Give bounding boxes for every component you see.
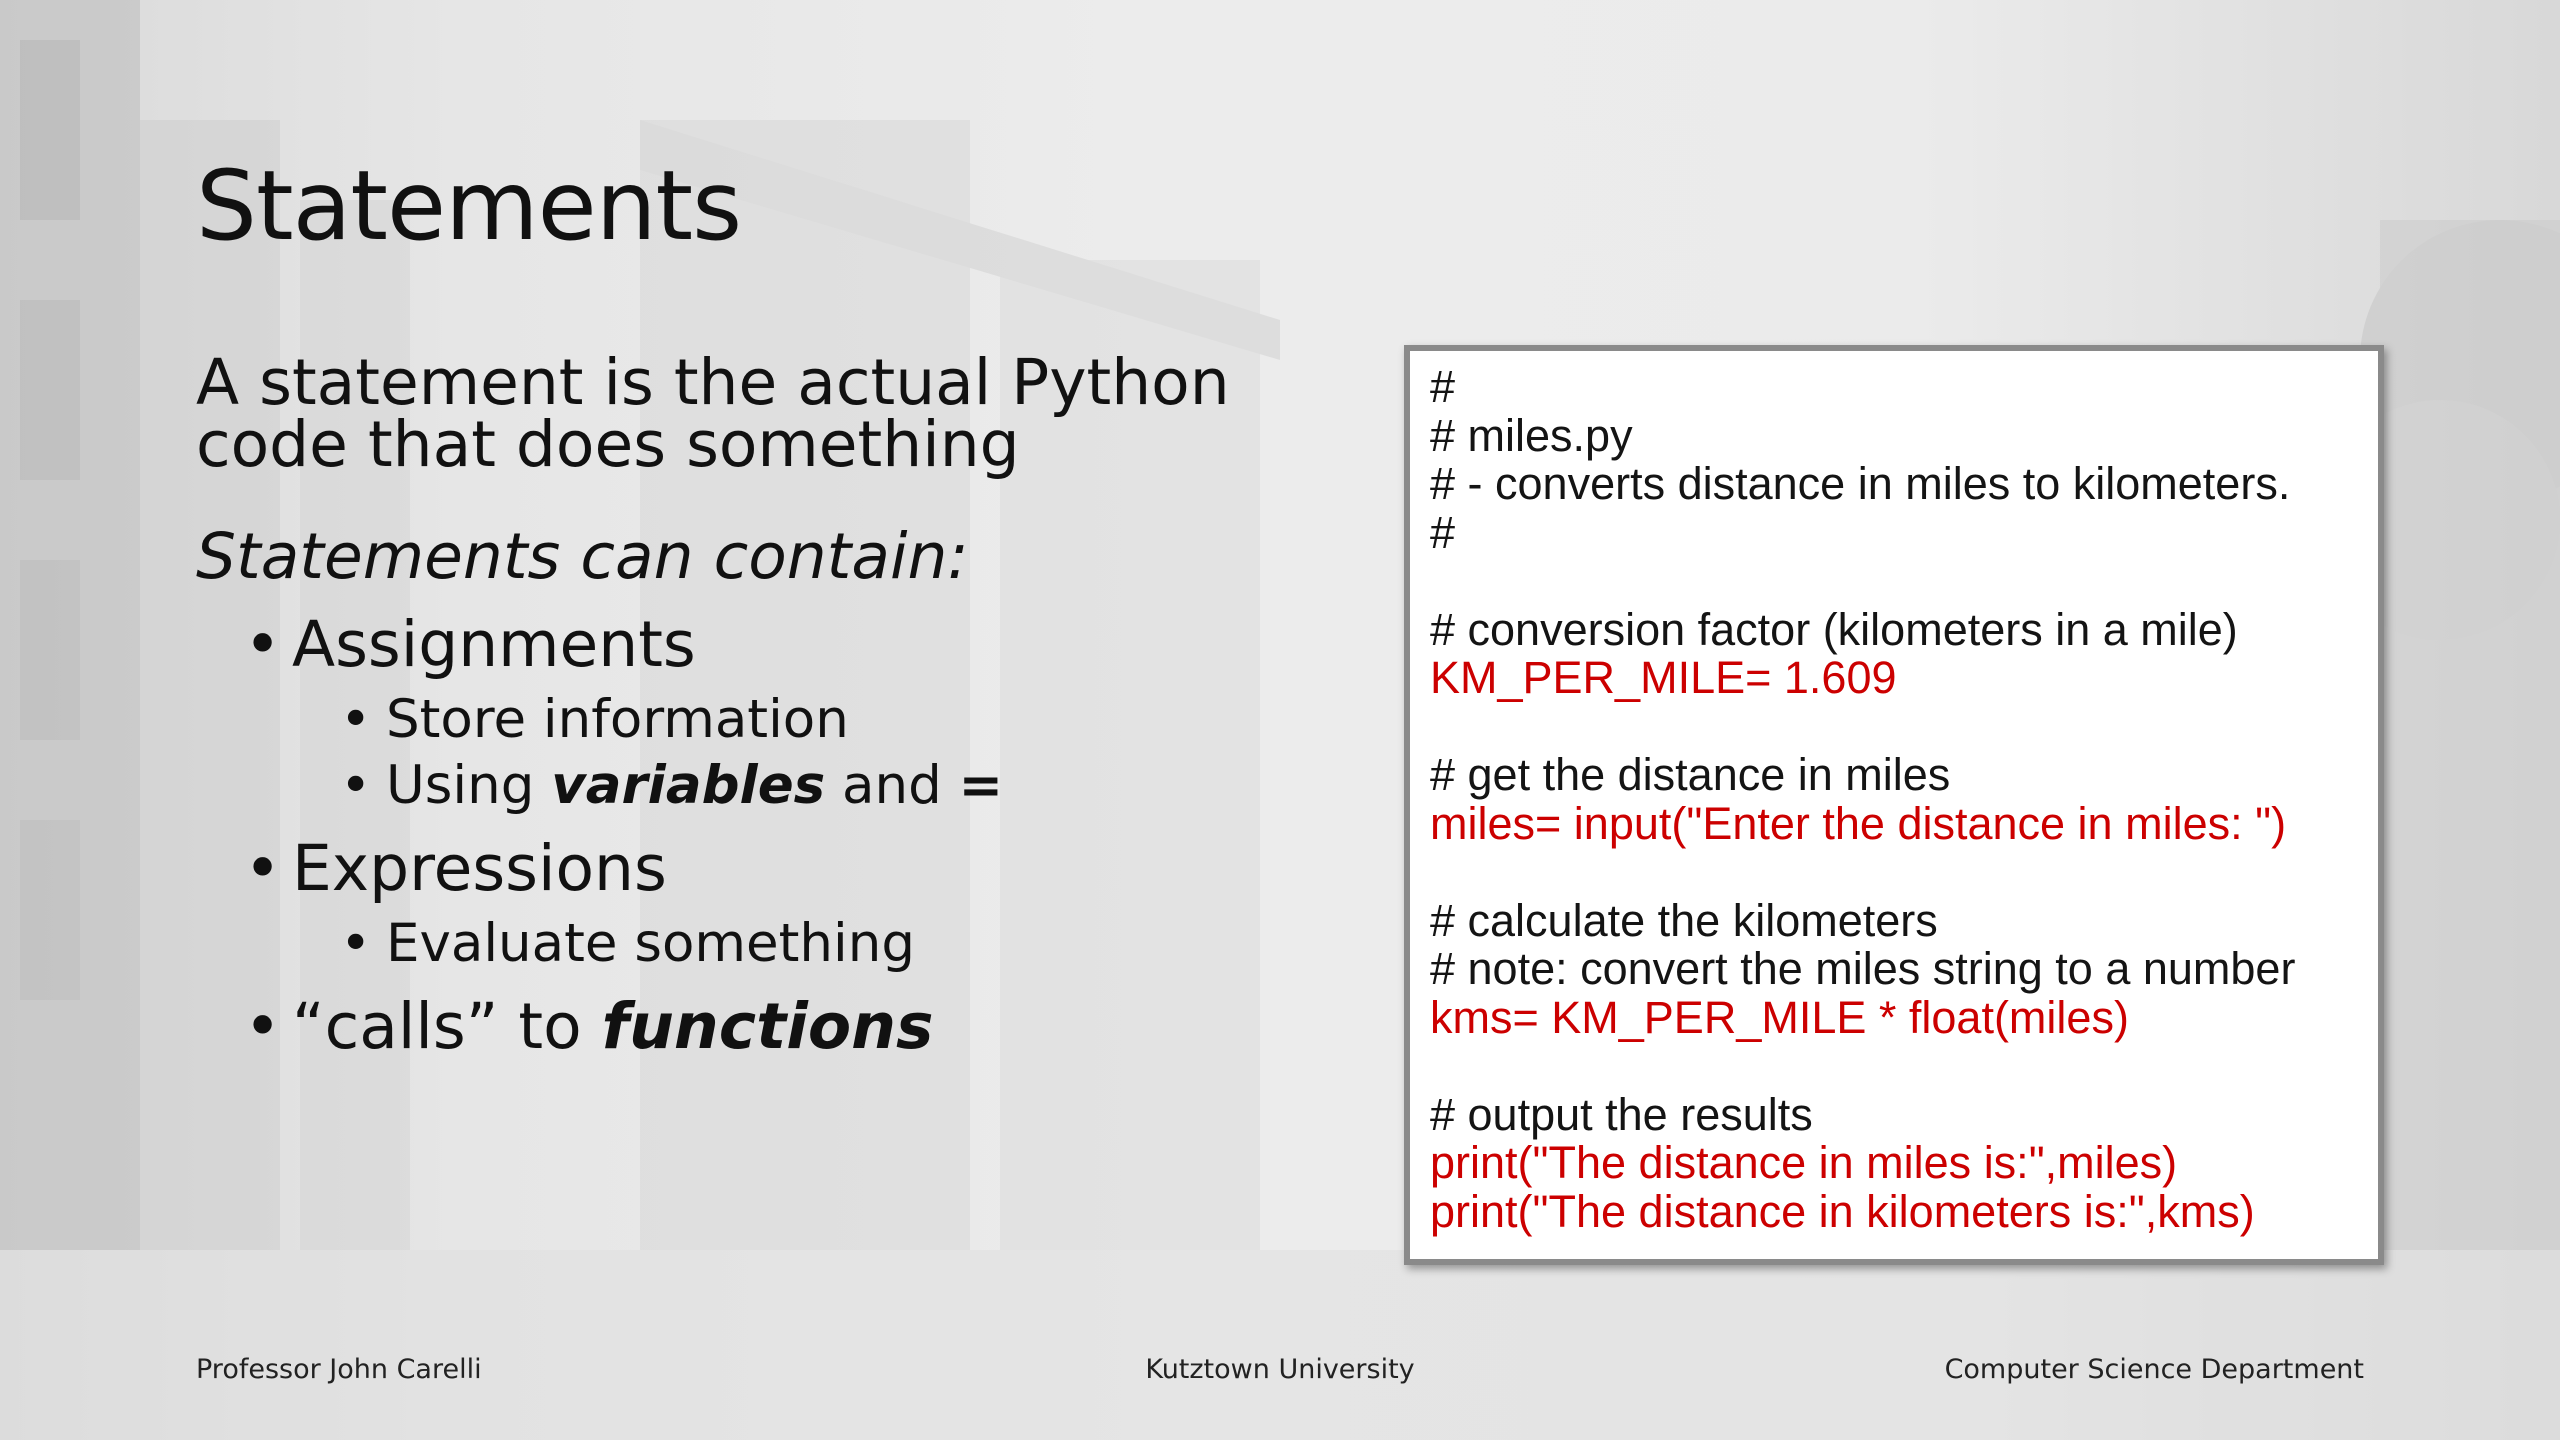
bullet-expressions bbox=[244, 833, 1346, 977]
comment-line: # miles.py bbox=[1430, 409, 1633, 461]
code-line: miles= input("Enter the distance in miles: ") bbox=[1430, 797, 2287, 849]
code-line: kms= KM_PER_MILE * float(miles) bbox=[1430, 991, 2129, 1043]
emphasis-equals: = bbox=[958, 755, 1004, 816]
sub-bullet-text: Store information bbox=[386, 689, 849, 750]
comment-line: # get the distance in miles bbox=[1430, 749, 1951, 800]
bullet-calls-to-functions bbox=[244, 991, 1346, 1063]
blank-line bbox=[1430, 557, 2358, 606]
bullet-label: Expressions bbox=[292, 832, 667, 905]
emphasis-variables: variables bbox=[551, 755, 826, 816]
bullet-list bbox=[196, 609, 1346, 1063]
sub-bullet-text: Evaluate something bbox=[386, 913, 915, 974]
comment-line: # - converts distance in miles to kilometers. bbox=[1430, 458, 2291, 509]
sub-bullet-list bbox=[292, 911, 1346, 977]
bullet-label: Assignments bbox=[292, 608, 696, 681]
footer-department: Computer Science Department bbox=[1944, 1354, 2364, 1385]
comment-line: # output the results bbox=[1430, 1088, 1813, 1140]
comment-line: # calculate the kilometers bbox=[1430, 894, 1938, 946]
footer-professor: Professor John Carelli bbox=[196, 1354, 482, 1385]
emphasis-functions: functions bbox=[601, 990, 934, 1063]
code-line: KM_PER_MILE= 1.609 bbox=[1430, 652, 1897, 703]
sub-bullet-store-information bbox=[340, 687, 1346, 753]
blank-line bbox=[1430, 1042, 2358, 1091]
comment-line: # bbox=[1430, 361, 1456, 412]
code-line: print("The distance in kilometers is:",kms) bbox=[1430, 1185, 2255, 1237]
sub-bullet-list bbox=[292, 687, 1346, 819]
footer-university: Kutztown University bbox=[1145, 1354, 1415, 1385]
comment-line: # note: convert the miles string to a number bbox=[1430, 943, 2296, 994]
contain-label: Statements can contain: bbox=[196, 520, 969, 593]
sub-bullet-using-variables bbox=[340, 753, 1346, 819]
comment-line: # bbox=[1430, 506, 1456, 558]
intro-text: A statement is the actual Python code that does something bbox=[196, 346, 1230, 481]
bullet-label: “calls” to bbox=[292, 990, 602, 1063]
blank-line bbox=[1430, 848, 2358, 897]
comment-line: # conversion factor (kilometers in a mile) bbox=[1430, 603, 2238, 655]
blank-line bbox=[1430, 703, 2358, 752]
slide-body bbox=[196, 346, 1346, 1069]
slide-title: Statements bbox=[196, 150, 742, 262]
sub-bullet-text: and bbox=[825, 755, 959, 816]
code-line: print("The distance in miles is:",miles) bbox=[1430, 1137, 2178, 1188]
sub-bullet-evaluate-something bbox=[340, 911, 1346, 977]
bullet-assignments bbox=[244, 609, 1346, 819]
sub-bullet-text: Using bbox=[386, 755, 552, 816]
code-listing bbox=[1404, 345, 2384, 1265]
